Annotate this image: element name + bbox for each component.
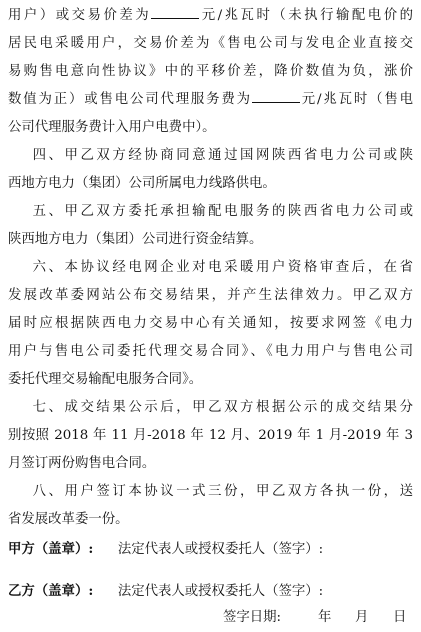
party-a-label: 甲方（盖章）: (8, 541, 94, 557)
clause-4-line-1 (8, 146, 413, 166)
intro-text-1a: 用户）或交易价差为 (8, 8, 152, 23)
sign-date-label: 签字日期: (223, 610, 282, 625)
clause-5-line-2: 陕西地方电力（集团）公司进行资金结算。 (8, 232, 263, 247)
party-b-signature-row (8, 581, 323, 602)
clause-6-line-1 (8, 258, 413, 278)
clause-7-line-3: 月签订两份购售电合同。 (8, 456, 156, 471)
date-year-label: 年 (318, 610, 332, 625)
intro-text-4b: 元/兆瓦时（售电 (299, 92, 414, 107)
clause-6-text-1: 六、本协议经电网企业对电采暖用户资格审查后，在省 (30, 260, 413, 275)
clause-4-line-2: 西地方电力（集团）公司所属电力线路供电。 (8, 176, 276, 191)
intro-line-5: 公司代理服务费计入用户电费中）。 (8, 120, 216, 135)
clause-8-line-1 (8, 482, 413, 502)
price-difference-blank (151, 7, 199, 19)
clause-7-text-1: 七、成交结果公示后，甲乙双方根据公示的成交结果分 (30, 400, 413, 415)
clause-7-line-2: 别按照 2018 年 11 月-2018 年 12 月、2019 年 1 月-2019 年 3 (8, 428, 413, 443)
clause-8-text-1: 八、用户签订本协议一式三份，甲乙双方各执一份，送 (30, 484, 413, 499)
party-b-representative: 法定代表人或授权委托人（签字）: (117, 584, 324, 599)
party-a-signature-row (8, 539, 323, 560)
intro-line-4 (8, 90, 413, 110)
clause-6-line-2: 发展改革委网站公布交易结果，并产生法律效力。甲乙双方 (8, 288, 413, 303)
clause-6-line-5: 委托代理交易输配电服务合同》。 (8, 372, 203, 387)
intro-text-1b: 元/兆瓦时（未执行输配电价的 (199, 8, 413, 23)
clause-6-line-4: 用户与售电公司委托代理交易合同》、《电力用户与售电公司 (8, 344, 413, 359)
clause-5-text-1: 五、甲乙双方委托承担输配电服务的陕西省电力公司或 (30, 204, 413, 219)
clause-7-line-1 (8, 398, 413, 418)
service-fee-blank (252, 91, 300, 103)
clause-6-line-3: 届时应根据陕西电力交易中心有关通知，按要求网签《电力 (8, 316, 413, 331)
intro-line-1 (8, 6, 413, 26)
intro-line-2: 居民电采暖用户，交易价差为《售电公司与发电企业直接交 (8, 36, 413, 51)
party-b-label: 乙方（盖章）: (8, 583, 94, 599)
intro-line-3: 易购售电意向性协议》中的平移价差，降价数值为负，涨价 (8, 64, 413, 79)
clause-4-text-1: 四、甲乙双方经协商同意通过国网陕西省电力公司或陕 (30, 148, 413, 163)
clause-8-line-2: 省发展改革委一份。 (8, 512, 129, 527)
clause-5-line-1 (8, 202, 413, 222)
date-month-label: 月 (355, 610, 369, 625)
intro-text-4a: 数值为正）或售电公司代理服务费为 (8, 92, 252, 107)
party-a-representative: 法定代表人或授权委托人（签字）: (117, 542, 324, 557)
date-day-label: 日 (393, 610, 407, 625)
